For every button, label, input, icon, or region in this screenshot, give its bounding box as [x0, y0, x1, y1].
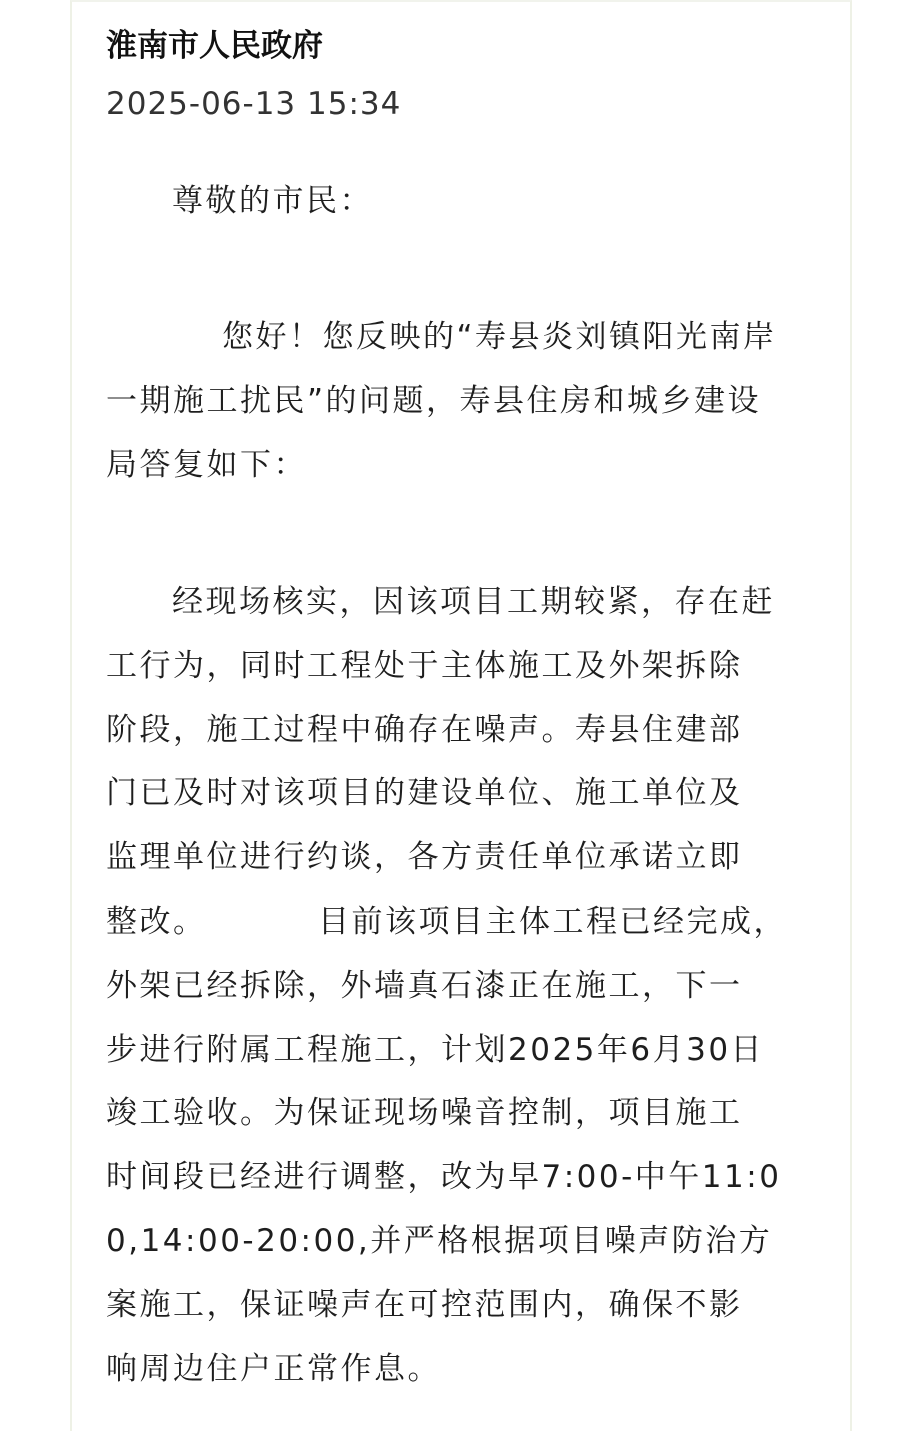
paragraph-2-line: 经现场核实，因该项目工期较紧，存在赶 — [172, 584, 775, 620]
paragraph-2-line: 案施工，保证噪声在可控范围内，确保不影 — [106, 1287, 743, 1323]
publisher-name: 淮南市人民政府 — [106, 28, 323, 64]
paragraph-2-line: 步进行附属工程施工，计划2025年6月30日 — [106, 1032, 765, 1068]
paragraph-2-line: 目前该项目主体工程已经完成， — [318, 904, 787, 940]
paragraph-2-line: 竣工验收。为保证现场噪音控制，项目施工 — [106, 1095, 743, 1131]
paragraph-2-line: 时间段已经进行调整，改为早7:00-中午11:0 — [106, 1159, 782, 1195]
paragraph-2-line: 外架已经拆除，外墙真石漆正在施工，下一 — [106, 968, 743, 1004]
paragraph-2-line: 阶段，施工过程中确存在噪声。寿县住建部 — [106, 712, 743, 748]
paragraph-2-line: 0,14:00-20:00,并严格根据项目噪声防治方 — [106, 1223, 773, 1259]
paragraph-2-line: 监理单位进行约谈，各方责任单位承诺立即 — [106, 839, 743, 875]
paragraph-1-line: 您好！您反映的“寿县炎刘镇阳光南岸 — [222, 319, 777, 355]
paragraph-1-line: 局答复如下： — [106, 447, 307, 483]
paragraph-2-line: 响周边住户正常作息。 — [106, 1351, 441, 1387]
salutation: 尊敬的市民： — [172, 183, 373, 219]
publish-datetime: 2025-06-13 15:34 — [106, 86, 402, 122]
paragraph-2-line: 门已及时对该项目的建设单位、施工单位及 — [106, 775, 743, 811]
paragraph-2-line: 工行为，同时工程处于主体施工及外架拆除 — [106, 648, 743, 684]
paragraph-2-line: 整改。 — [106, 904, 207, 940]
paragraph-1-line: 一期施工扰民”的问题，寿县住房和城乡建设 — [106, 383, 762, 419]
